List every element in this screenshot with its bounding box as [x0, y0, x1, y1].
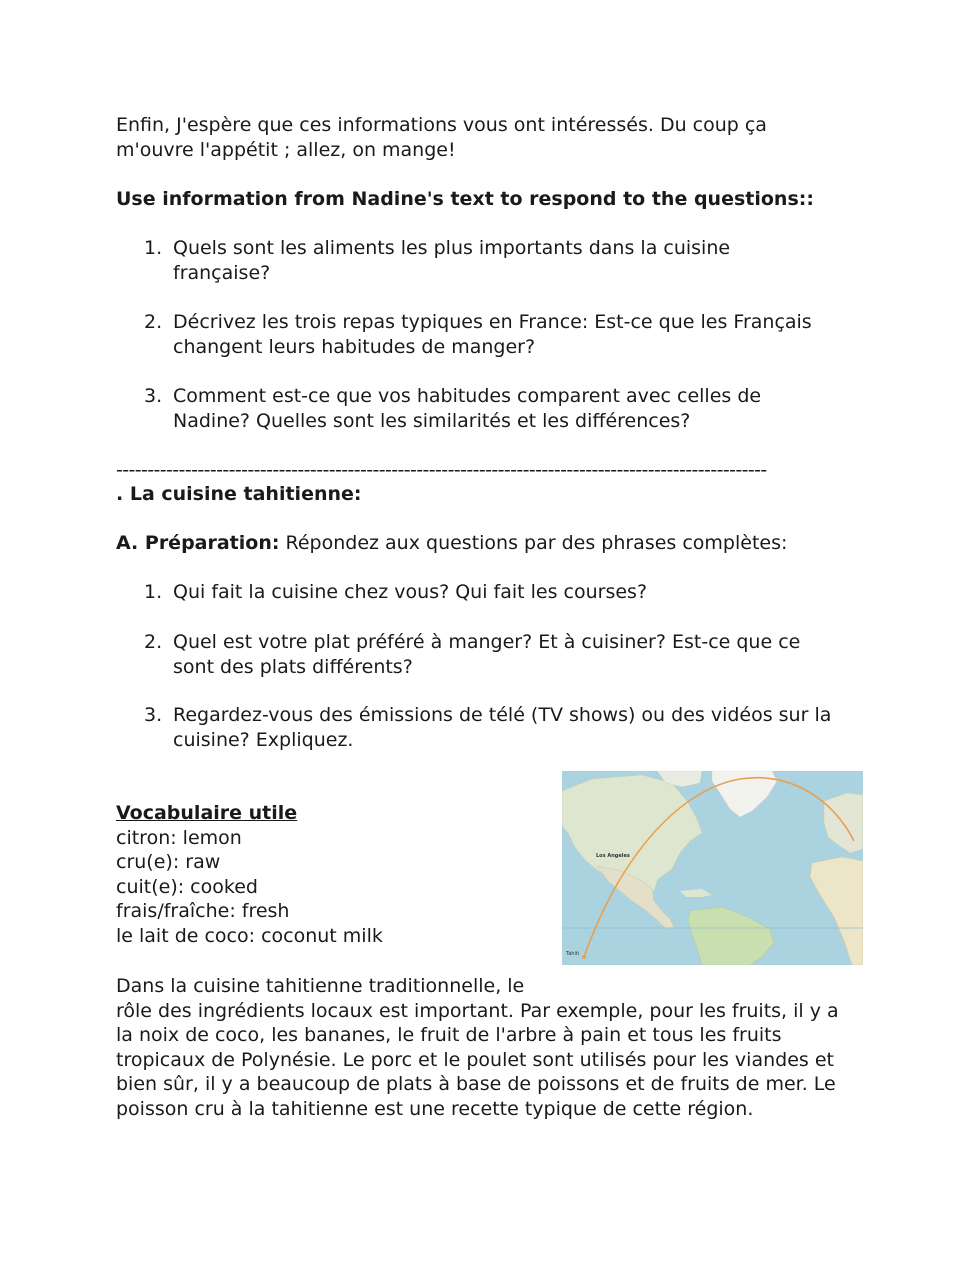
question-text-line: Décrivez les trois repas typiques en France: Est-ce que les Français [173, 311, 812, 333]
paragraph-line: Dans la cuisine tahitienne traditionnelle, le [116, 975, 525, 997]
paragraph-line: la noix de coco, les bananes, le fruit de l'arbre à pain et tous les fruits [116, 1024, 782, 1046]
intro-line-1: Enfin, J'espère que ces informations vous ont intéressés. Du coup ça [116, 114, 767, 136]
question-text-line: française? [173, 261, 271, 284]
prep-question-number: 3. [144, 704, 163, 726]
vocabulary-item: cuit(e): cooked [116, 875, 258, 898]
prep-question-text-line: sont des plats différents? [173, 655, 413, 678]
prep-question-text-line: Regardez-vous des émissions de télé (TV shows) ou des vidéos sur la [173, 704, 832, 726]
question-text-line: Quels sont les aliments les plus importants dans la cuisine [173, 237, 731, 259]
prep-question-text-line: Qui fait la cuisine chez vous? Qui fait les courses? [173, 581, 648, 603]
preparation-instructions [116, 531, 876, 556]
vocabulary-box [116, 801, 383, 948]
preparation-label: A. Préparation: [116, 532, 280, 554]
paragraph-line: bien sûr, il y a beaucoup de plats à base de poissons et de fruits de mer. Le [116, 1073, 836, 1095]
intro-line-2: m'ouvre l'appétit ; allez, on mange! [116, 138, 456, 161]
question-number: 1. [144, 237, 163, 259]
section-title: . La cuisine tahitienne: [116, 483, 362, 505]
map-label-tahiti: Tahiti [566, 951, 580, 957]
question-text-line: changent leurs habitudes de manger? [173, 335, 536, 358]
question-text-line: Comment est-ce que vos habitudes comparent avec celles de [173, 385, 762, 407]
cuisine-paragraph [116, 974, 876, 1121]
prep-question-number: 1. [144, 581, 163, 603]
route-origin-marker [582, 955, 586, 959]
paragraph-line: tropicaux de Polynésie. Le porc et le poulet sont utilisés pour les viandes et [116, 1048, 834, 1071]
question-number: 3. [144, 385, 163, 407]
vocabulary-title: Vocabulaire utile [116, 802, 298, 824]
intro-paragraph [116, 113, 876, 162]
vocabulary-item: le lait de coco: coconut milk [116, 924, 383, 947]
prep-question-text-line: cuisine? Expliquez. [173, 728, 354, 751]
question-number: 2. [144, 311, 163, 333]
paragraph-line: poisson cru à la tahitienne est une recette typique de cette région. [116, 1097, 754, 1120]
vocabulary-item: cru(e): raw [116, 851, 221, 873]
map-label-los-angeles: Los Angeles [596, 853, 630, 859]
paragraph-line: rôle des ingrédients locaux est important. Par exemple, pour les fruits, il y a [116, 999, 839, 1022]
prep-question-text-line: Quel est votre plat préféré à manger? Et à cuisiner? Est-ce que ce [173, 631, 801, 653]
preparation-text: Répondez aux questions par des phrases complètes: [279, 532, 788, 554]
prep-question-number: 2. [144, 631, 163, 653]
vocabulary-item: citron: lemon [116, 826, 242, 849]
section-divider: -------------------------------------------------------------------------------------------------------- [116, 459, 767, 481]
world-map-graphic [562, 771, 863, 965]
route-map-image [562, 771, 863, 965]
vocabulary-item: frais/fraîche: fresh [116, 900, 290, 922]
questions-heading: Use information from Nadine's text to respond to the questions:: [116, 188, 814, 210]
question-text-line: Nadine? Quelles sont les similarités et les différences? [173, 409, 691, 432]
